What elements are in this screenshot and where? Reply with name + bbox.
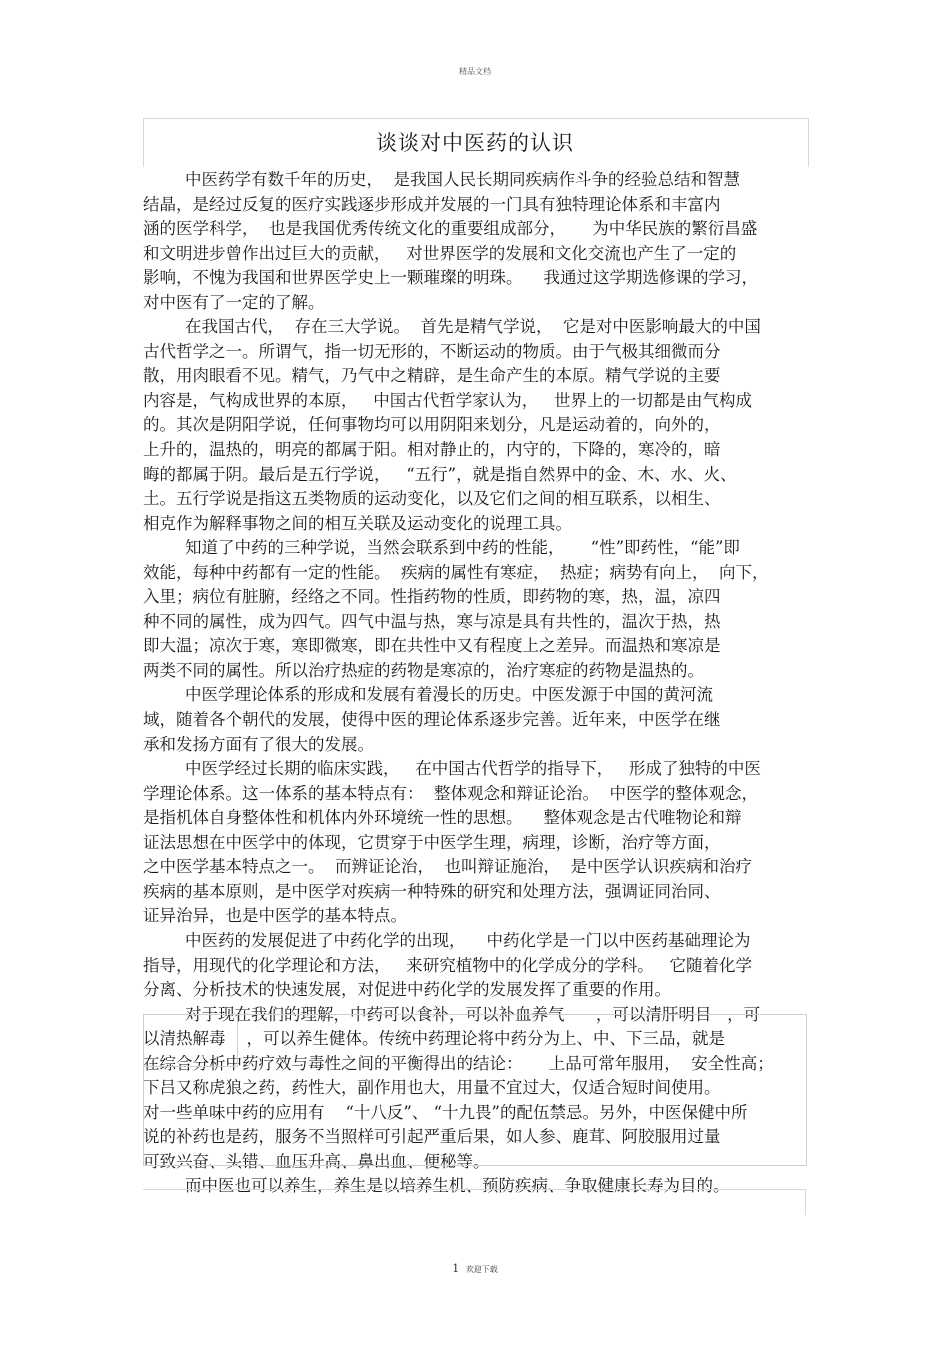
text-frame-bottom: [143, 1189, 806, 1215]
text-line: 说的补药也是药，服务不当照样可引起严重后果，如人参、鹿茸、阿胶服用过量: [143, 1127, 721, 1147]
text-line: 而中医也可以养生，养生是以培养生机、预防疾病、争取健康长寿为目的。: [143, 1176, 730, 1196]
text-line: 知道了中药的三种学说，当然会联系到中药的性能， “性”即药性，“能”即: [143, 538, 740, 558]
text-line: 可致兴奋、头错、血压升高、鼻出血、便秘等。: [143, 1151, 490, 1171]
text-line: 疾病的基本原则，是中医学对疾病一种特殊的研究和处理方法，强调证同治同、: [143, 881, 721, 901]
text-line: 以清热解毒 ，可以养生健体。传统中药理论将中药分为上、中、下三品，就是: [143, 1029, 725, 1049]
footer-note: 欢迎下载: [465, 1265, 498, 1274]
text-line: 学理论体系。这一体系的基本特点有： 整体观念和辩证论治。 中医学的整体观念，: [143, 783, 758, 803]
text-line: 上升的，温热的，明亮的都属于阳。相对静止的，内守的，下降的，寒冷的，暗: [143, 440, 721, 460]
text-line: 下吕又称虎狼之药，药性大，副作用也大，用量不宜过大，仅适合短时间使用。: [143, 1078, 721, 1098]
text-line: 对一些单味中药的应用有 “十八反”、 “十九畏”的配伍禁忌。另外，中医保健中所: [143, 1102, 748, 1122]
text-line: 的。其次是阴阳学说，任何事物均可以用阴阳来划分，凡是运动着的，向外的，: [143, 415, 721, 435]
page-number: 1: [452, 1262, 460, 1275]
text-line: 即大温；凉次于寒，寒即微寒，即在共性中又有程度上之差异。而温热和寒凉是: [143, 636, 721, 656]
document-title: 谈谈对中医药的认识: [376, 131, 574, 155]
text-line: 土。五行学说是指这五类物质的运动变化，以及它们之间的相互联系，以相生、: [143, 489, 721, 509]
text-line: 内容是，气构成世界的本原， 中国古代哲学家认为， 世界上的一切都是由气构成: [143, 390, 752, 410]
text-line: 证法思想在中医学中的体现，它贯穿于中医学生理，病理，诊断，治疗等方面，: [143, 832, 721, 852]
text-line: 和文明进步曾作出过巨大的贡献， 对世界医学的发展和文化交流也产生了一定的: [143, 243, 737, 263]
text-line: 在综合分析中药疗效与毒性之间的平衡得出的结论： 上品可常年服用， 安全性高；: [143, 1053, 774, 1073]
text-line: 分离、分析技术的快速发展，对促进中药化学的发展发挥了重要的作用。: [143, 980, 671, 1000]
text-line: 中医学理论体系的形成和发展有着漫长的历史。中医发源于中国的黄河流: [143, 685, 713, 705]
text-line: 是指机体自身整体性和机体内外环境统一性的思想。 整体观念是古代唯物论和辩: [143, 808, 742, 828]
text-line: 证异治异，也是中医学的基本特点。: [143, 906, 407, 926]
text-line: 涵的医学科学， 也是我国优秀传统文化的重要组成部分， 为中华民族的繁衍昌盛: [143, 219, 758, 239]
text-line: 之中医学基本特点之一。 而辨证论治， 也叫辩证施治， 是中医学认识疾病和治疗: [143, 857, 752, 877]
text-line: 承和发扬方面有了很大的发展。: [143, 734, 374, 754]
text-line: 中医学经过长期的临床实践， 在中国古代哲学的指导下， 形成了独特的中医: [143, 759, 761, 779]
text-line: 域，随着各个朝代的发展，使得中医的理论体系逐步完善。近年来，中医学在继: [143, 710, 721, 730]
text-line: 中医药的发展促进了中药化学的出现， 中药化学是一门以中医药基础理论为: [143, 930, 751, 950]
text-line: 种不同的属性，成为四气。四气中温与热，寒与凉是具有共性的，温次于热，热: [143, 611, 721, 631]
text-line: 效能，每种中药都有一定的性能。 疾病的属性有寒症， 热症；病势有向上， 向下，: [143, 562, 769, 582]
text-line: 散，用肉眼看不见。精气，乃气中之精辟，是生命产生的本原。精气学说的主要: [143, 366, 721, 386]
page-footer: [0, 1262, 950, 1275]
text-frame-inner: [143, 1014, 238, 1067]
header-note: 精品文档: [459, 67, 491, 76]
text-line: 对于现在我们的理解，中药可以食补，可以补血养气 ，可以清肝明目 ，可: [143, 1004, 761, 1024]
text-line: 古代哲学之一。所谓气，指一切无形的，不断运动的物质。由于气极其细微而分: [143, 341, 721, 361]
text-line: 两类不同的属性。所以治疗热症的药物是寒凉的，治疗寒症的药物是温热的。: [143, 660, 704, 680]
text-line: 中医药学有数千年的历史， 是我国人民长期同疾病作斗争的经验总结和智慧: [143, 170, 740, 189]
text-line: 影响，不愧为我国和世界医学史上一颗璀璨的明珠。 我通过这学期选修课的学习，: [143, 268, 758, 288]
text-line: 结晶，是经过反复的医疗实践逐步形成并发展的一门具有独特理论体系和丰富内: [143, 194, 721, 214]
text-line: 对中医有了一定的了解。: [143, 292, 325, 312]
text-line: 相克作为解释事物之间的相互关联及运动变化的说理工具。: [143, 513, 572, 533]
text-line: 晦的都属于阴。最后是五行学说， “五行”，就是指自然界中的金、木、水、火、: [143, 464, 737, 484]
text-line: 指导，用现代的化学理论和方法， 来研究植物中的化学成分的学科。 它随着化学: [143, 955, 752, 975]
text-frame: [143, 1014, 807, 1166]
text-line: 在我国古代， 存在三大学说。 首先是精气学说， 它是对中医影响最大的中国: [143, 317, 761, 337]
text-line: 入里；病位有脏腑，经络之不同。性指药物的性质，即药物的寒，热，温，凉四: [143, 587, 721, 607]
